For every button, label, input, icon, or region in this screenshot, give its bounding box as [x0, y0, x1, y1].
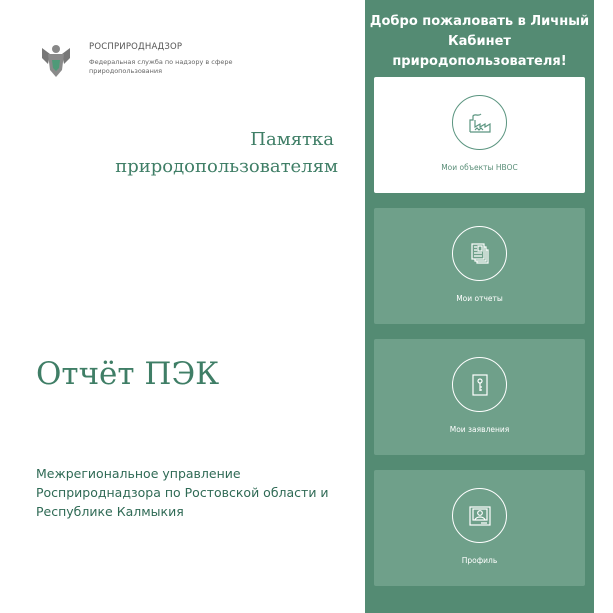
card-label: Мои заявления — [449, 425, 510, 434]
eagle-emblem-logo — [38, 40, 74, 80]
memo-heading — [115, 126, 338, 180]
welcome-heading: Добро пожаловать в Личный Кабинет природопользователя! — [369, 14, 590, 69]
department-name: Межрегиональное управление Росприроднадзора по Ростовской области и Республике Калмыкия — [36, 466, 329, 519]
org-name: РОСПРИРОДНАДЗОР — [89, 42, 183, 52]
card-my-applications[interactable] — [374, 339, 585, 455]
card-profile[interactable] — [374, 470, 585, 586]
documents-icon — [452, 226, 507, 281]
card-label: Профиль — [461, 556, 498, 565]
memo-line-2: природопользователям — [115, 156, 338, 177]
factory-icon — [452, 95, 507, 150]
card-label: Мои отчеты — [456, 294, 503, 303]
profile-icon — [452, 488, 507, 543]
page-title: Отчёт ПЭК — [36, 356, 220, 392]
application-icon — [452, 357, 507, 412]
card-my-reports[interactable] — [374, 208, 585, 324]
memo-line-1: Памятка — [250, 129, 334, 150]
org-subtitle: Федеральная служба по надзору в сфере природопользования — [89, 58, 233, 75]
card-label: Мои объекты НВОС — [441, 163, 518, 172]
card-my-objects[interactable] — [374, 77, 585, 193]
cabinet-panel — [365, 0, 594, 613]
